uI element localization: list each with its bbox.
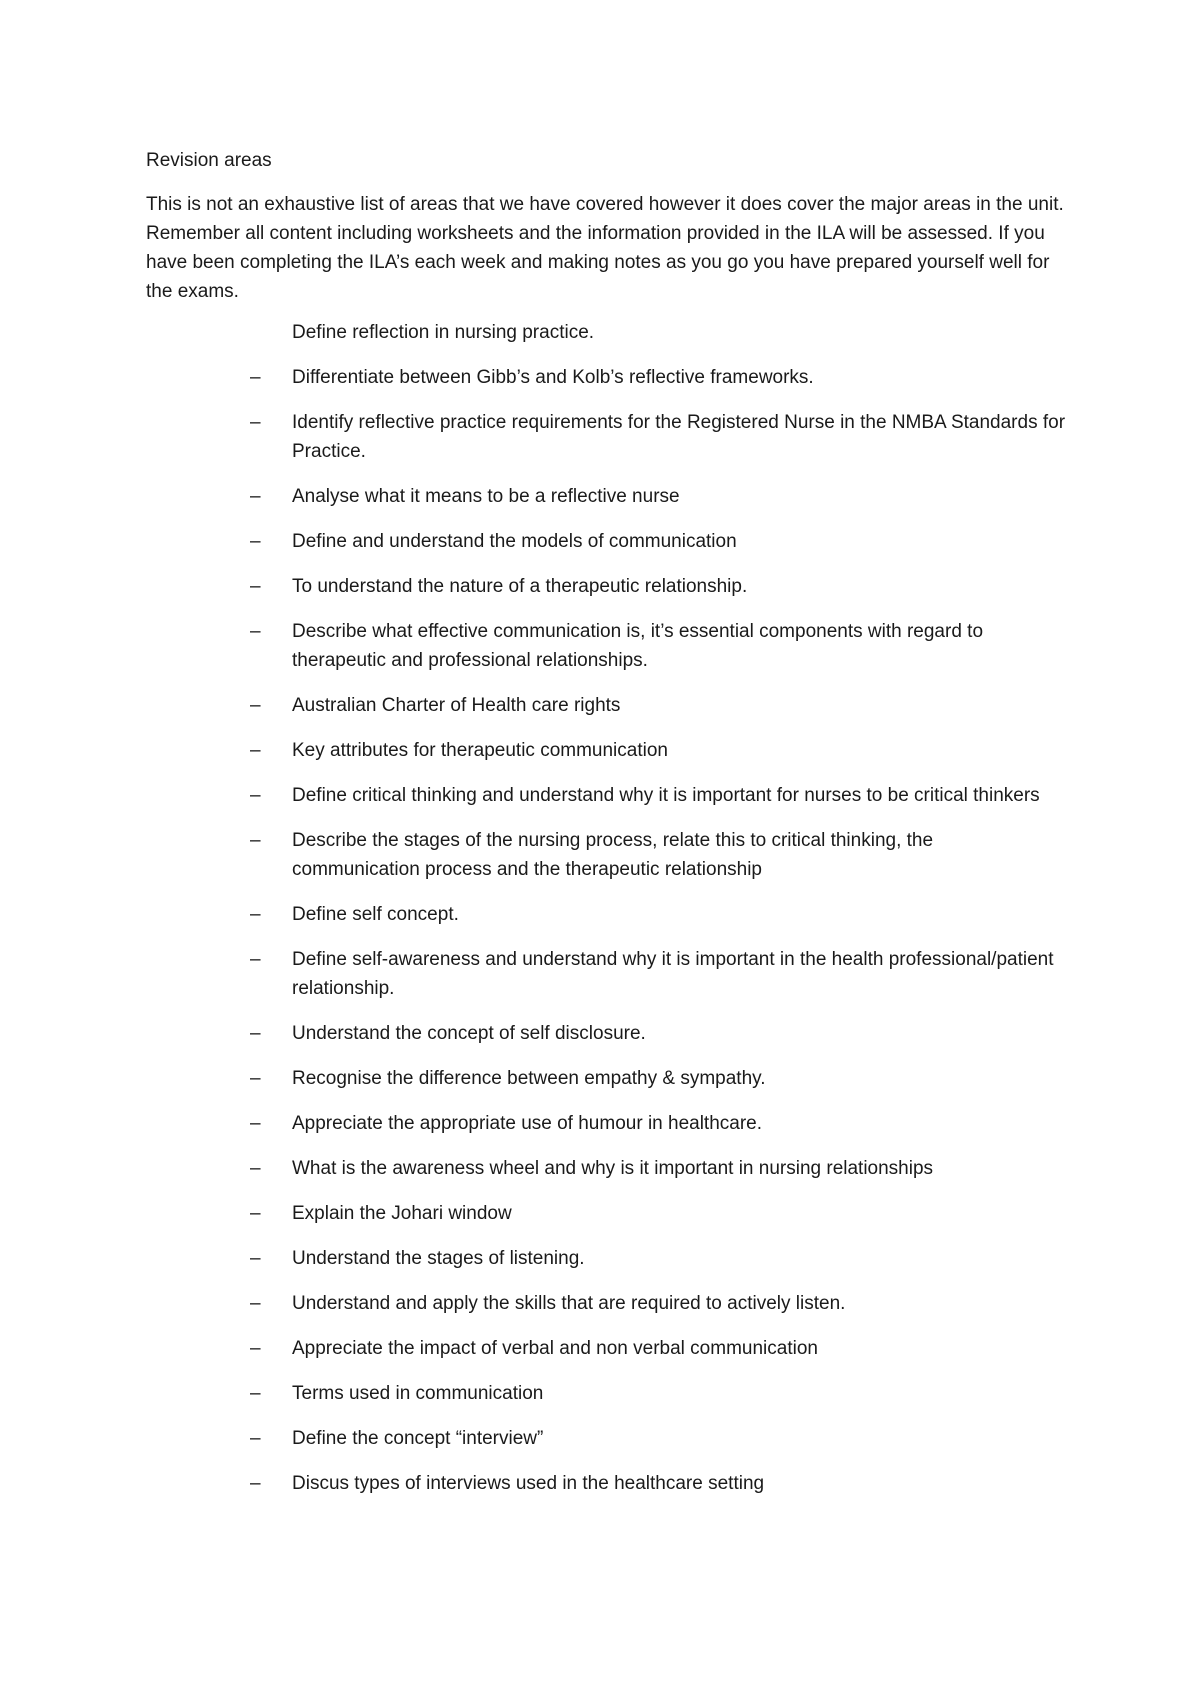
list-item bbox=[146, 1334, 1066, 1363]
list-item bbox=[146, 781, 1066, 810]
list-item-text: Appreciate the appropriate use of humour in healthcare. bbox=[292, 1113, 763, 1134]
bullet-dash: – bbox=[250, 1068, 261, 1089]
list-item bbox=[146, 1109, 1066, 1138]
bullet-dash: – bbox=[250, 904, 261, 925]
list-item bbox=[146, 1379, 1066, 1408]
list-item bbox=[146, 1424, 1066, 1453]
bullet-dash: – bbox=[250, 740, 261, 761]
list-item bbox=[146, 408, 1066, 466]
list-item-text: Key attributes for therapeutic communication bbox=[292, 740, 668, 761]
list-item-text: Identify reflective practice requirements for the Registered Nurse in the NMBA Standards for Practice. bbox=[292, 412, 1066, 462]
bullet-dash: – bbox=[250, 531, 261, 552]
bullet-dash: – bbox=[250, 1248, 261, 1269]
bullet-dash: – bbox=[250, 1473, 261, 1494]
bullet-dash: – bbox=[250, 1158, 261, 1179]
list-item-text: Differentiate between Gibb’s and Kolb’s reflective frameworks. bbox=[292, 367, 814, 388]
list-item bbox=[146, 363, 1066, 392]
list-item-text: Analyse what it means to be a reflective nurse bbox=[292, 486, 680, 507]
list-item-text: Recognise the difference between empathy & sympathy. bbox=[292, 1068, 766, 1089]
bullet-dash: – bbox=[250, 785, 261, 806]
bullet-dash: – bbox=[250, 1293, 261, 1314]
list-item bbox=[146, 527, 1066, 556]
list-item bbox=[146, 1064, 1066, 1093]
list-item-text: Define critical thinking and understand why it is important for nurses to be critical thinkers bbox=[292, 785, 1040, 806]
bullet-dash: – bbox=[250, 1023, 261, 1044]
list-item-text: Explain the Johari window bbox=[292, 1203, 512, 1224]
bullet-dash: – bbox=[250, 830, 261, 851]
list-item bbox=[146, 1154, 1066, 1183]
list-item-text: Describe the stages of the nursing process, relate this to critical thinking, the communication process and the therapeutic relationship bbox=[292, 830, 934, 880]
bullet-dash: – bbox=[250, 1383, 261, 1404]
list-item-text: Australian Charter of Health care rights bbox=[292, 695, 621, 716]
bullet-dash: – bbox=[250, 1113, 261, 1134]
list-item-text: Understand the stages of listening. bbox=[292, 1248, 585, 1269]
list-item bbox=[146, 826, 1066, 884]
list-item bbox=[146, 900, 1066, 929]
bullet-dash: – bbox=[250, 1203, 261, 1224]
list-item bbox=[146, 617, 1066, 675]
bullet-dash: – bbox=[250, 949, 261, 970]
list-item-text: Discus types of interviews used in the healthcare setting bbox=[292, 1473, 765, 1494]
document-title: Revision areas bbox=[146, 150, 272, 171]
bullet-dash: – bbox=[250, 1338, 261, 1359]
list-item-text: Define self-awareness and understand why it is important in the health professional/patient relationship. bbox=[292, 949, 1054, 999]
list-item-text: Define and understand the models of communication bbox=[292, 531, 737, 552]
list-item-text: Terms used in communication bbox=[292, 1383, 544, 1404]
bullet-dash: – bbox=[250, 576, 261, 597]
list-item bbox=[146, 691, 1066, 720]
list-item-text: Define self concept. bbox=[292, 904, 459, 925]
list-item-text: Define reflection in nursing practice. bbox=[292, 322, 595, 343]
bullet-dash: – bbox=[250, 621, 261, 642]
list-item bbox=[146, 736, 1066, 765]
list-item bbox=[146, 1289, 1066, 1318]
bullet-dash: – bbox=[250, 367, 261, 388]
bullet-dash: – bbox=[250, 695, 261, 716]
list-item-text: Describe what effective communication is, it’s essential components with regard to therapeutic and professional relationships. bbox=[292, 621, 984, 671]
bullet-dash: – bbox=[250, 486, 261, 507]
list-item bbox=[146, 1199, 1066, 1228]
list-item-text: To understand the nature of a therapeutic relationship. bbox=[292, 576, 748, 597]
list-item bbox=[146, 482, 1066, 511]
list-item-text: Define the concept “interview” bbox=[292, 1428, 544, 1449]
list-item-text: What is the awareness wheel and why is it important in nursing relationships bbox=[292, 1158, 934, 1179]
list-item bbox=[146, 945, 1066, 1003]
revision-list bbox=[146, 318, 1066, 1498]
list-item bbox=[146, 1244, 1066, 1273]
list-item-text: Understand and apply the skills that are required to actively listen. bbox=[292, 1293, 846, 1314]
document-content bbox=[146, 146, 1066, 1514]
intro-paragraph: This is not an exhaustive list of areas that we have covered however it does cover the major areas in the unit. Remember all content including worksheets and the information provided in the ILA will be assessed. If you have been completing the ILA’s each week and making notes as you go you have prepared yourself well for the exams. bbox=[146, 194, 1064, 302]
bullet-dash: – bbox=[250, 412, 261, 433]
list-item bbox=[146, 1019, 1066, 1048]
bullet-dash: – bbox=[250, 1428, 261, 1449]
list-item-text: Appreciate the impact of verbal and non verbal communication bbox=[292, 1338, 818, 1359]
list-item-text: Understand the concept of self disclosure. bbox=[292, 1023, 646, 1044]
list-item bbox=[146, 572, 1066, 601]
list-item bbox=[146, 1469, 1066, 1498]
list-item bbox=[146, 318, 1066, 347]
